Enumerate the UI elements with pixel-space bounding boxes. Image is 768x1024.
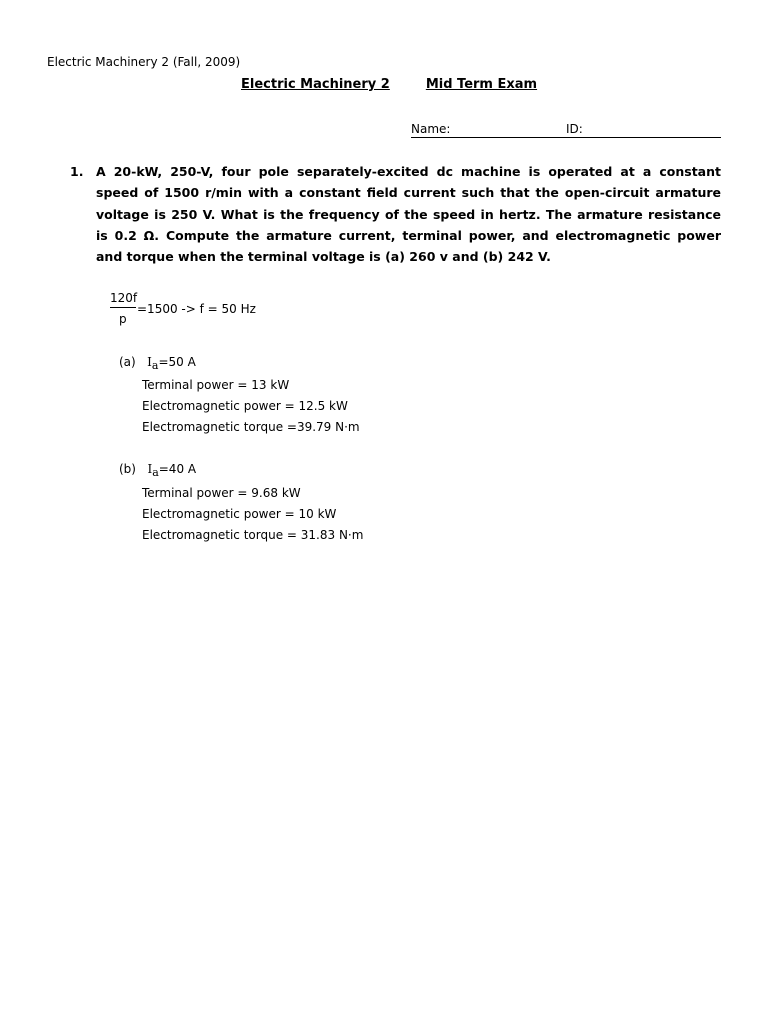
question-text: A 20-kW, 250-V, four pole separately-excited dc machine is operated at a constant speed of 1500 r/min with a constant field current such that the open-circuit armature voltage is 250 V. What is the frequency of the speed in hertz. The armature resistance is 0.2 Ω. Compute the armature current, terminal power, and electromagnetic power and torque when the terminal voltage is (a) 260 v and (b) 242 V. bbox=[96, 164, 721, 265]
part-b-label: (b) bbox=[119, 462, 136, 476]
id-label: ID: bbox=[566, 122, 583, 136]
part-b-header bbox=[119, 462, 196, 479]
name-id-line bbox=[411, 122, 721, 138]
armature-current-symbol: $I_a$ bbox=[147, 462, 159, 479]
fraction-numerator: 120f bbox=[110, 291, 138, 305]
fraction-denominator: p bbox=[119, 312, 127, 326]
part-a-header bbox=[119, 355, 196, 372]
part-a-label: (a) bbox=[119, 355, 136, 369]
part-a-line: Electromagnetic torque =39.79 N·m bbox=[142, 420, 360, 434]
question-number: 1. bbox=[70, 164, 84, 179]
exam-title bbox=[241, 77, 537, 92]
part-a-line: Electromagnetic power = 12.5 kW bbox=[142, 399, 348, 413]
part-b-current-value: =40 A bbox=[158, 462, 197, 476]
part-b-line: Electromagnetic torque = 31.83 N·m bbox=[142, 528, 364, 542]
name-label: Name: bbox=[411, 122, 451, 136]
part-a-current-value: =50 A bbox=[158, 355, 196, 369]
header-note: Electric Machinery 2 (Fall, 2009) bbox=[47, 55, 241, 69]
part-a-line: Terminal power = 13 kW bbox=[142, 378, 290, 392]
part-b-line: Terminal power = 9.68 kW bbox=[142, 486, 301, 500]
part-b-line: Electromagnetic power = 10 kW bbox=[142, 507, 337, 521]
fraction-bar bbox=[110, 307, 136, 308]
armature-current-symbol: $I_a$ bbox=[147, 355, 159, 372]
fraction-result: =1500 -> f = 50 Hz bbox=[137, 302, 256, 316]
course-title: Electric Machinery 2 bbox=[241, 77, 390, 92]
exam-type: Mid Term Exam bbox=[425, 77, 538, 92]
